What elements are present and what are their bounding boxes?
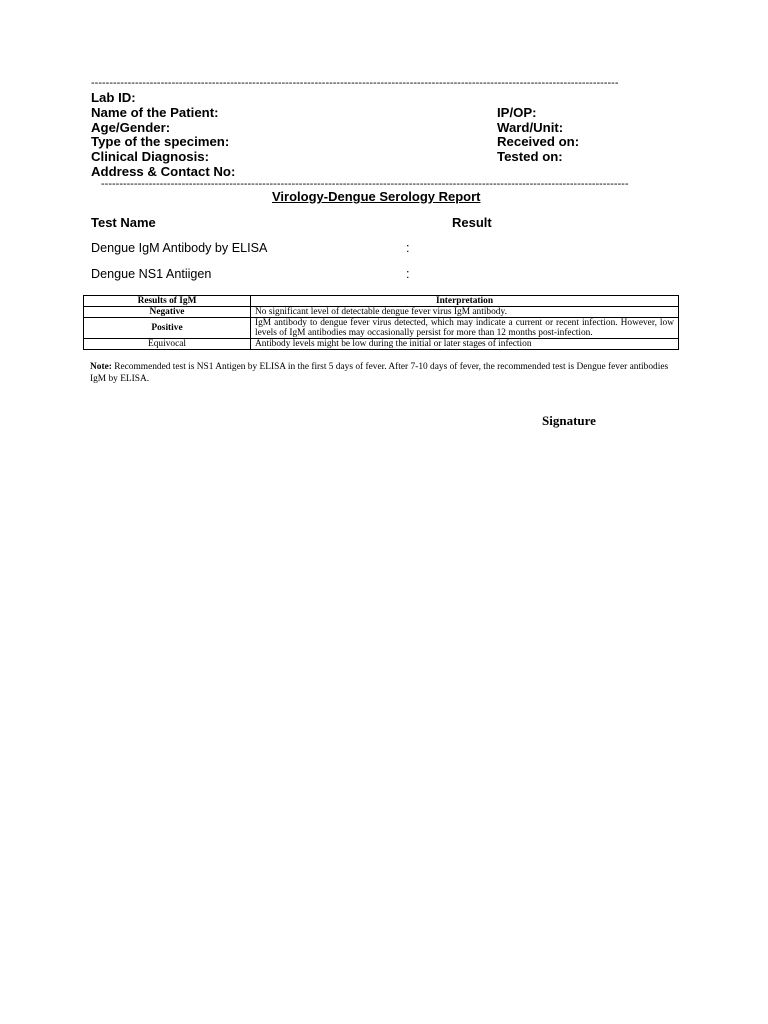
result-positive: Positive [84,318,251,339]
result-negative: Negative [84,307,251,318]
note-label: Note: [90,362,112,372]
field-tested-on: Tested on: [497,149,563,164]
signature: Signature [542,413,596,428]
test-ns1-separator: : [406,267,410,281]
table-header-row [84,296,679,307]
interpretation-table [83,295,679,350]
test-igm-name: Dengue IgM Antibody by ELISA [91,241,268,255]
field-ward-unit: Ward/Unit: [497,120,564,135]
field-lab-id: Lab ID: [91,90,136,105]
column-result: Result [452,215,492,230]
test-ns1-name: Dengue NS1 Antiigen [91,267,212,281]
header-interpretation: Interpretation [251,296,679,307]
test-igm-separator: : [406,241,410,255]
divider-top: ------------------------------------------------------------------------------------------------------------------------------------------------ [91,77,619,89]
report-title: Virology-Dengue Serology Report [272,189,481,204]
interpretation-equivocal: Antibody levels might be low during the initial or later stages of infection [251,339,679,350]
divider-bottom: ------------------------------------------------------------------------------------------------------------------------------------------------ [101,178,629,190]
field-clinical-diagnosis: Clinical Diagnosis: [91,149,209,164]
interpretation-negative: No significant level of detectable dengue fever virus IgM antibody. [251,307,679,318]
field-received-on: Received on: [497,134,580,149]
note [90,361,680,385]
note-text: Recommended test is NS1 Antigen by ELISA in the first 5 days of fever. After 7-10 days of fever, the recommended test is Dengue fever antibodies IgM by ELISA. [90,362,669,384]
interpretation-positive: IgM antibody to dengue fever virus detected, which may indicate a current or recent infection. However, low levels of IgM antibodies may occasionally persist for more than 12 months post-infection. [251,318,679,339]
header-results-of-igm: Results of IgM [84,296,251,307]
field-age-gender: Age/Gender: [91,120,171,135]
field-address-contact: Address & Contact No: [91,164,236,179]
table-row [84,307,679,318]
field-patient-name: Name of the Patient: [91,105,219,120]
table-row [84,339,679,350]
table-row [84,318,679,339]
field-ip-op: IP/OP: [497,105,537,120]
column-test-name: Test Name [91,215,156,230]
field-specimen-type: Type of the specimen: [91,134,230,149]
result-equivocal: Equivocal [84,339,251,350]
